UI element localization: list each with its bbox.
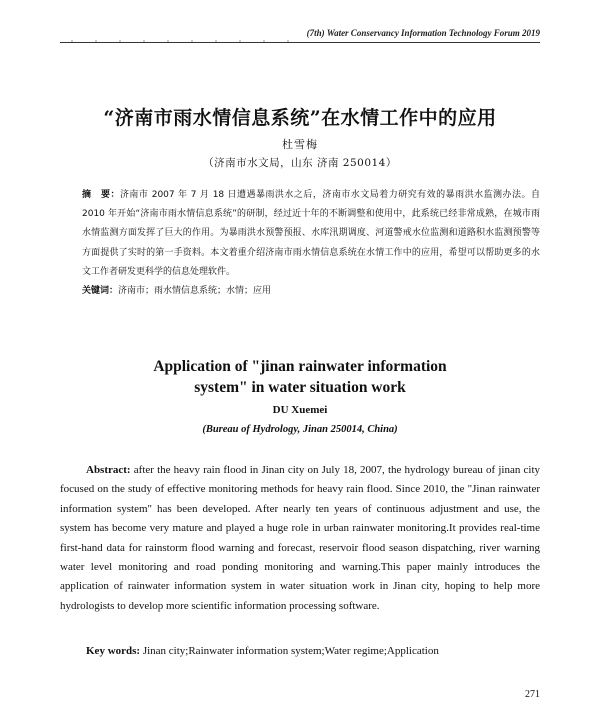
english-author: DU Xuemei bbox=[272, 404, 328, 416]
english-abstract bbox=[60, 461, 540, 616]
english-title-line-2: system" in water situation work bbox=[194, 379, 406, 396]
english-abstract-text: after the heavy rain flood in Jinan city on July 18, 2007, the hydrology bureau of jinan city focused on the study of effective monitoring methods for heavy rain flood. Since 2010, the "Jinan rainwater information system" has been developed. After nearly ten years of continuous adjustment and use, the system has become very mature and played a huge role in urban rainwater monitoring.It provides real-time first-hand data for rainstorm flood warning and forecast, reservoir flood season dispatching, river warning water level monitoring and road ponding monitoring and warning.This paper mainly introduces the application of rainwater information system in water situation work in Jinan city, hoping to help more hydrologists to develop more scientific information processing software. bbox=[60, 464, 540, 612]
english-keywords-label: Key words: bbox=[86, 645, 141, 657]
chinese-keywords-label: 关键词： bbox=[82, 286, 119, 296]
english-keywords-text: Jinan city;Rainwater information system;Water regime;Application bbox=[140, 645, 439, 657]
chinese-abstract-text: 济南市 2007 年 7 月 18 日遭遇暴雨洪水之后，济南市水文局着力研究有效的暴雨洪水监测办法。自 2010 年开始“济南市雨水情信息系统”的研制，经过近十年的不断调整和使用中，此系统已经非常成熟，在城市雨水情监测方面发挥了巨大的作用。为暴雨洪水预警预报、水库汛期调度、河道警戒水位监测和道路积水监测预警等方面提供了实时的第一手资料。本文着重介绍济南市雨水情信息系统在水情工作中的应用，希望可以帮助更多的水文工作者研发更科学的信息处理软件。 bbox=[82, 190, 540, 277]
english-abstract-label: Abstract: bbox=[86, 464, 131, 476]
english-title-line-1: Application of "jinan rainwater information bbox=[153, 358, 447, 375]
chinese-author: 杜雪梅 bbox=[282, 138, 318, 151]
chinese-keywords-text: 济南市；雨水情信息系统；水情；应用 bbox=[118, 286, 272, 296]
chinese-abstract bbox=[82, 186, 540, 282]
chinese-title: “济南市雨水情信息系统”在水情工作中的应用 bbox=[103, 107, 497, 129]
english-keywords bbox=[86, 643, 540, 659]
header-dotted-decoration bbox=[60, 38, 290, 44]
english-affiliation: (Bureau of Hydrology, Jinan 250014, China) bbox=[202, 424, 398, 435]
page-number: 271 bbox=[525, 689, 540, 700]
english-title bbox=[0, 356, 600, 398]
chinese-keywords bbox=[82, 283, 540, 299]
running-head: (7th) Water Conservancy Information Technology Forum 2019 bbox=[306, 28, 540, 38]
chinese-abstract-label: 摘 要： bbox=[82, 190, 120, 200]
chinese-affiliation: （济南市水文局，山东 济南 250014） bbox=[203, 157, 397, 169]
header-rule bbox=[60, 42, 540, 43]
